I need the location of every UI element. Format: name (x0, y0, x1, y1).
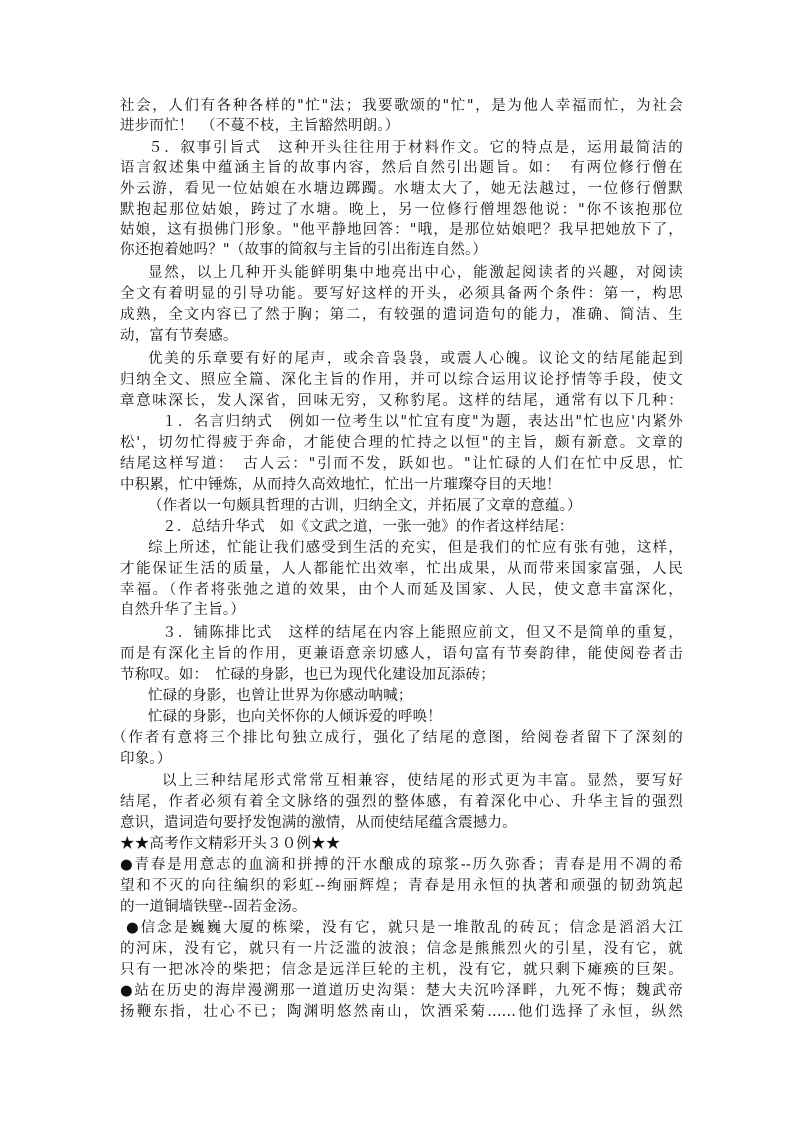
list-item: ●信念是巍巍大厦的栋梁，没有它，就只是一堆散乱的砖瓦；信念是滔滔大江 (126, 920, 683, 936)
list-item: ●站在历史的海岸漫溯那一道道历史沟渠：楚大夫沉吟泽畔，九死不悔；魏武帝 (120, 983, 683, 999)
text-line: 社会，人们有各种各样的"忙"法；我要歌颂的"忙"，是为他人幸福而忙，为社会 (120, 98, 683, 114)
text-line: 结尾，作者必须有着全文脉络的强烈的整体感，有着深化中心、升华主旨的强烈 (120, 794, 683, 810)
text-line: 你还抱着她吗？"（故事的简叙与主旨的引出衔连自然。） (120, 242, 488, 258)
text-line: 进步而忙！ （不蔓不枝，主旨豁然明朗。） (120, 118, 400, 134)
text-line: 归纳全文、照应全篇、深化主旨的作用，并可以综合运用议论抒情等手段，使文 (120, 372, 683, 388)
text-line: 自然升华了主旨。） (120, 602, 246, 618)
text-line: 扬鞭东指，壮心不已；陶渊明悠然南山，饮酒采菊......他们选择了永恒，纵然 (120, 1004, 683, 1020)
text-line: 语言叙述集中蕴涵主旨的故事内容，然后自然引出题旨。如： 有两位修行僧在 (120, 160, 683, 176)
text-line: 全文有着明显的引导功能。要写好这样的开头，必须具备两个条件：第一，构思 (120, 286, 683, 302)
text-line: 中积累，忙中锤炼，从而持久高效地忙，忙出一片璀璨夺目的天地！ (120, 477, 561, 493)
text-line: 综上所述，忙能让我们感受到生活的充实，但是我们的忙应有张有弛，这样， (148, 540, 683, 556)
text-line: 幸福。（作者将张弛之道的效果，由个人而延及国家、人民，使文意丰富深化， (120, 582, 683, 598)
text-line: ２．总结升华式 如《文武之道，一张一弛》的作者这样结尾： (162, 519, 574, 535)
text-line: ５．叙事引旨式 这种开头往往用于材料作文。它的特点是，运用最简洁的 (148, 140, 683, 156)
text-line: ３．铺陈排比式 这样的结尾在内容上能照应前文，但又不是简单的重复， (162, 625, 683, 641)
text-line: 忙碌的身影，也向关怀你的人倾诉爱的呼唤！ (148, 709, 442, 725)
list-item: ●青春是用意志的血滴和拼搏的汗水酿成的琼浆--历久弥香；青春是用不凋的希 (120, 857, 683, 873)
text-line: 意识，遣词造句要抒发饱满的激情，从而使结尾蕴含震撼力。 (120, 815, 517, 831)
text-line: 才能保证生活的质量，人人都能忙出效率，忙出成果，从而带来国家富强，人民 (120, 561, 683, 577)
text-line: 的河床，没有它，就只有一片泛滥的波浪；信念是熊熊烈火的引星，没有它，就 (120, 941, 683, 957)
text-line: 而是有深化主旨的作用，更兼语意亲切感人，语句富有节奏韵律，能使阅卷者击 (120, 646, 683, 662)
text-line: 姑娘，这有损佛门形象。"他平静地回答："哦，是那位姑娘吧？我早把她放下了， (120, 222, 683, 238)
text-line: 只有一把冰冷的柴把；信念是远洋巨轮的主机，没有它，就只剩下瘫痪的巨架。 (120, 962, 683, 978)
text-line: 默抱起那位姑娘，跨过了水塘。晚上，另一位修行僧埋怨他说："你不该抱那位 (120, 202, 683, 218)
text-line: １．名言归纳式 例如一位考生以"忙宜有度"为题，表达出"忙也应'内紧外 (162, 414, 683, 430)
text-line: （作者有意将三个排比句独立成行，强化了结尾的意图，给阅卷者留下了深刻的 (112, 730, 683, 746)
text-line: 松'，切勿忙得疲于奔命，才能使合理的忙持之以恒"的主旨，颇有新意。文章的 (120, 435, 683, 451)
paragraph-start: 优美的乐章要有好的尾声，或余音袅袅，或震人心魄。议论文的结尾能起到 (148, 351, 683, 367)
paragraph-start: 显然，以上几种开头能鲜明集中地亮出中心，能激起阅读者的兴趣，对阅读 (148, 265, 683, 281)
paragraph-start: 以上三种结尾形式常常互相兼容，使结尾的形式更为丰富。显然，要写好 (162, 773, 683, 789)
text-line: 外云游，看见一位姑娘在水塘边踯躅。水塘太大了，她无法越过，一位修行僧默 (120, 181, 683, 197)
text-line: 章意味深长，发人深省，回味无穷，又称豹尾。这样的结尾，通常有以下几种： (120, 393, 683, 409)
text-line: 印象。） (120, 751, 172, 767)
text-line: 望和不灭的向往编织的彩虹--绚丽辉煌；青春是用永恒的执著和顽强的韧劲筑起 (120, 878, 683, 894)
section-heading: ★★高考作文精彩开头３０例★★ (120, 836, 341, 852)
text-line: （作者以一句颇具哲理的古训，归纳全文，并拓展了文章的意蕴。） (148, 498, 582, 514)
text-line: 成熟，全文内容已了然于胸；第二，有较强的遣词造句的能力，准确、简洁、生 (120, 307, 683, 323)
text-line: 结尾这样写道： 古人云："引而不发，跃如也。"让忙碌的人们在忙中反思，忙 (120, 456, 683, 472)
text-line: 动，富有节奏感。 (120, 328, 238, 344)
text-line: 节称叹。如： 忙碌的身影，也已为现代化建设加瓦添砖； (120, 667, 495, 683)
text-line: 忙碌的身影，也曾让世界为你感动呐喊； (148, 688, 413, 704)
text-line: 的一道铜墙铁壁--固若金汤。 (120, 899, 307, 915)
